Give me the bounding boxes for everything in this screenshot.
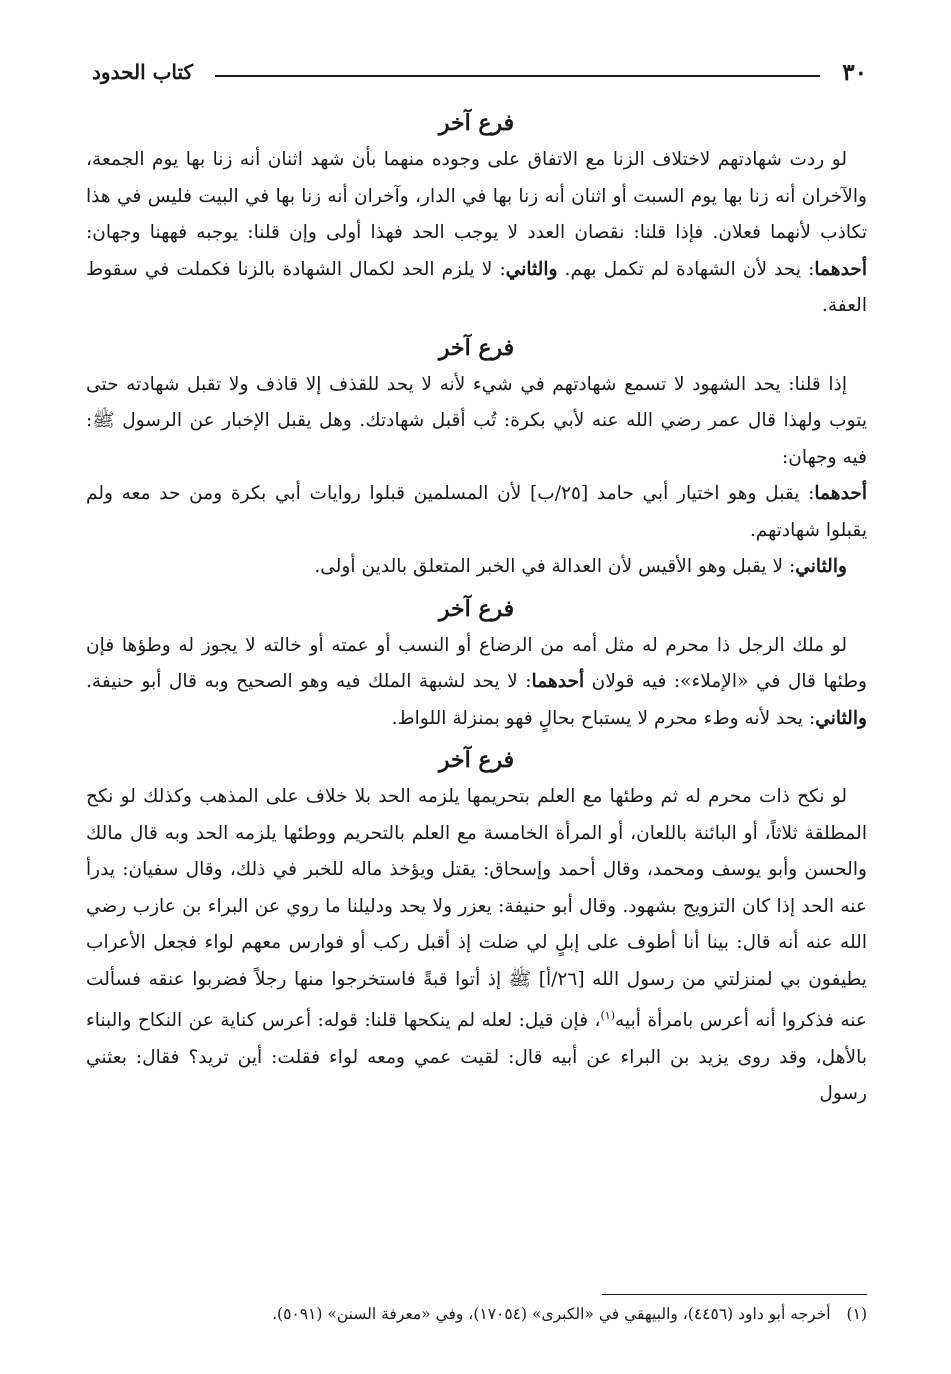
bold-term: والثاني — [815, 707, 867, 729]
bold-term: أحدهما — [531, 671, 585, 692]
footnote-separator — [602, 1294, 867, 1295]
body-text — [86, 100, 867, 1113]
paragraph: لو ردت شهادتهم لاختلاف الزنا مع الاتفاق على وجوده منهما بأن شهد اثنان أنه زنا بها يوم الجمعة، والآخران أنه زنا بها يوم السبت أو اثنان أنه زنا بها في الدار، وآخران أنه زنا بها في البيت فليس في هذا تكاذب لأنهما فعلان. فإذا قلنا: نقصان العدد لا يوجب الحد فهذا أولى وإن قلنا: يوجبه فههنا وجهان: أحدهما: يحد لأن الشهادة لم تكمل بهم. والثاني: لا يلزم الحد لكمال الشهادة بالزنا فكملت في سقوط العفة. — [86, 149, 868, 316]
section-heading: فرع آخر — [438, 110, 515, 136]
book-title: كتاب الحدود — [92, 60, 194, 84]
footnote-reference[interactable]: (١) — [600, 1009, 615, 1022]
section-heading: فرع آخر — [438, 747, 515, 773]
paragraph: إذا قلنا: يحد الشهود لا تسمع شهادتهم في شيء لأنه لا يحد للقذف إلا قاذف ولا تقبل شهادته حتى يتوب ولهذا قال عمر رضي الله عنه لأبي بكرة: تُب أقبل شهادتك. وهل يقبل الإخبار عن الرسول ﷺ: فيه وجهان: — [86, 373, 867, 468]
footnote-number: (١) — [846, 1305, 867, 1323]
bold-term: أحدهما — [814, 258, 868, 280]
paragraph: والثاني: لا يقبل وهو الأقيس لأن العدالة في الخبر المتعلق بالدين أولى. — [314, 556, 847, 577]
section-heading: فرع آخر — [438, 595, 515, 622]
bold-term: والثاني — [505, 258, 558, 280]
footnote-text: أخرجه أبو داود (٤٤٥٦)، والبيهقي في «الكبرى» (١٧٠٥٤)، وفي «معرفة السنن» (٥٠٩١). — [272, 1305, 831, 1323]
paragraph: لو ملك الرجل ذا محرم له مثل أمه من الرضاع أو النسب أو عمته أو خالته لا يجوز له وطؤها فإن وطئها قال في «الإملاء»: فيه قولان أحدهما: لا يحد لشبهة الملك فيه وهو الصحيح وبه قال أبو حنيفة. والثاني: يحد لأنه وطء محرم لا يستباح بحالٍ فهو بمنزلة اللواط. — [86, 634, 867, 729]
running-header — [92, 52, 867, 92]
bold-term: أحدهما — [814, 483, 868, 504]
section-heading: فرع آخر — [438, 334, 515, 361]
header-rule — [215, 75, 820, 77]
bold-term: والثاني — [795, 556, 847, 577]
page-number: ٣٠ — [842, 58, 867, 86]
footnote — [86, 1300, 867, 1328]
paragraph: لو نكح ذات محرم له ثم وطئها مع العلم بتحريمها يلزمه الحد بلا خلاف على المذهب وكذلك لو نكح المطلقة ثلاثاً، أو البائنة باللعان، أو المرأة الخامسة مع العلم بالتحريم ووطئها يلزمه الحد وبه قال مالك والحسن وأبو يوسف ومحمد، وقال أحمد وإسحاق: يقتل ويؤخذ ماله للخبر في ذلك، وقال سفيان: يدرأ عنه الحد إذا كان التزويج بشهود. وقال أبو حنيفة: يعزر ولا يحد ودليلنا ما روي عن البراء بن عازب رضي الله عنه أنه قال: بينا أنا أطوف على إبلٍ لي ضلت إذ أقبل ركب أو فوارس معهم لواء فجعل الأعراب يطيفون بي لمنزلتي من رسول الله [٢٦/أ] ﷺ إذ أتوا قبةً فاستخرجوا منها رجلاً فضربوا عنقه فسألت عنه فذكروا أنه أعرس بامرأة أبيه$^{(١)}$، فإن قيل: لعله لم ينكحها قلنا: قوله: أعرس كناية عن النكاح والبناء بالأهل، وقد روى يزيد بن البراء عن أبيه قال: لقيت عمي ومعه لواء فقلت: أين تريد؟ فقال: بعثني رسول — [86, 786, 867, 1105]
paragraph: أحدهما: يقبل وهو اختيار أبي حامد [٢٥/ب] لأن المسلمين قبلوا روايات أبي بكرة ومن حد معه ولم يقبلوا شهادتهم. — [86, 483, 868, 541]
